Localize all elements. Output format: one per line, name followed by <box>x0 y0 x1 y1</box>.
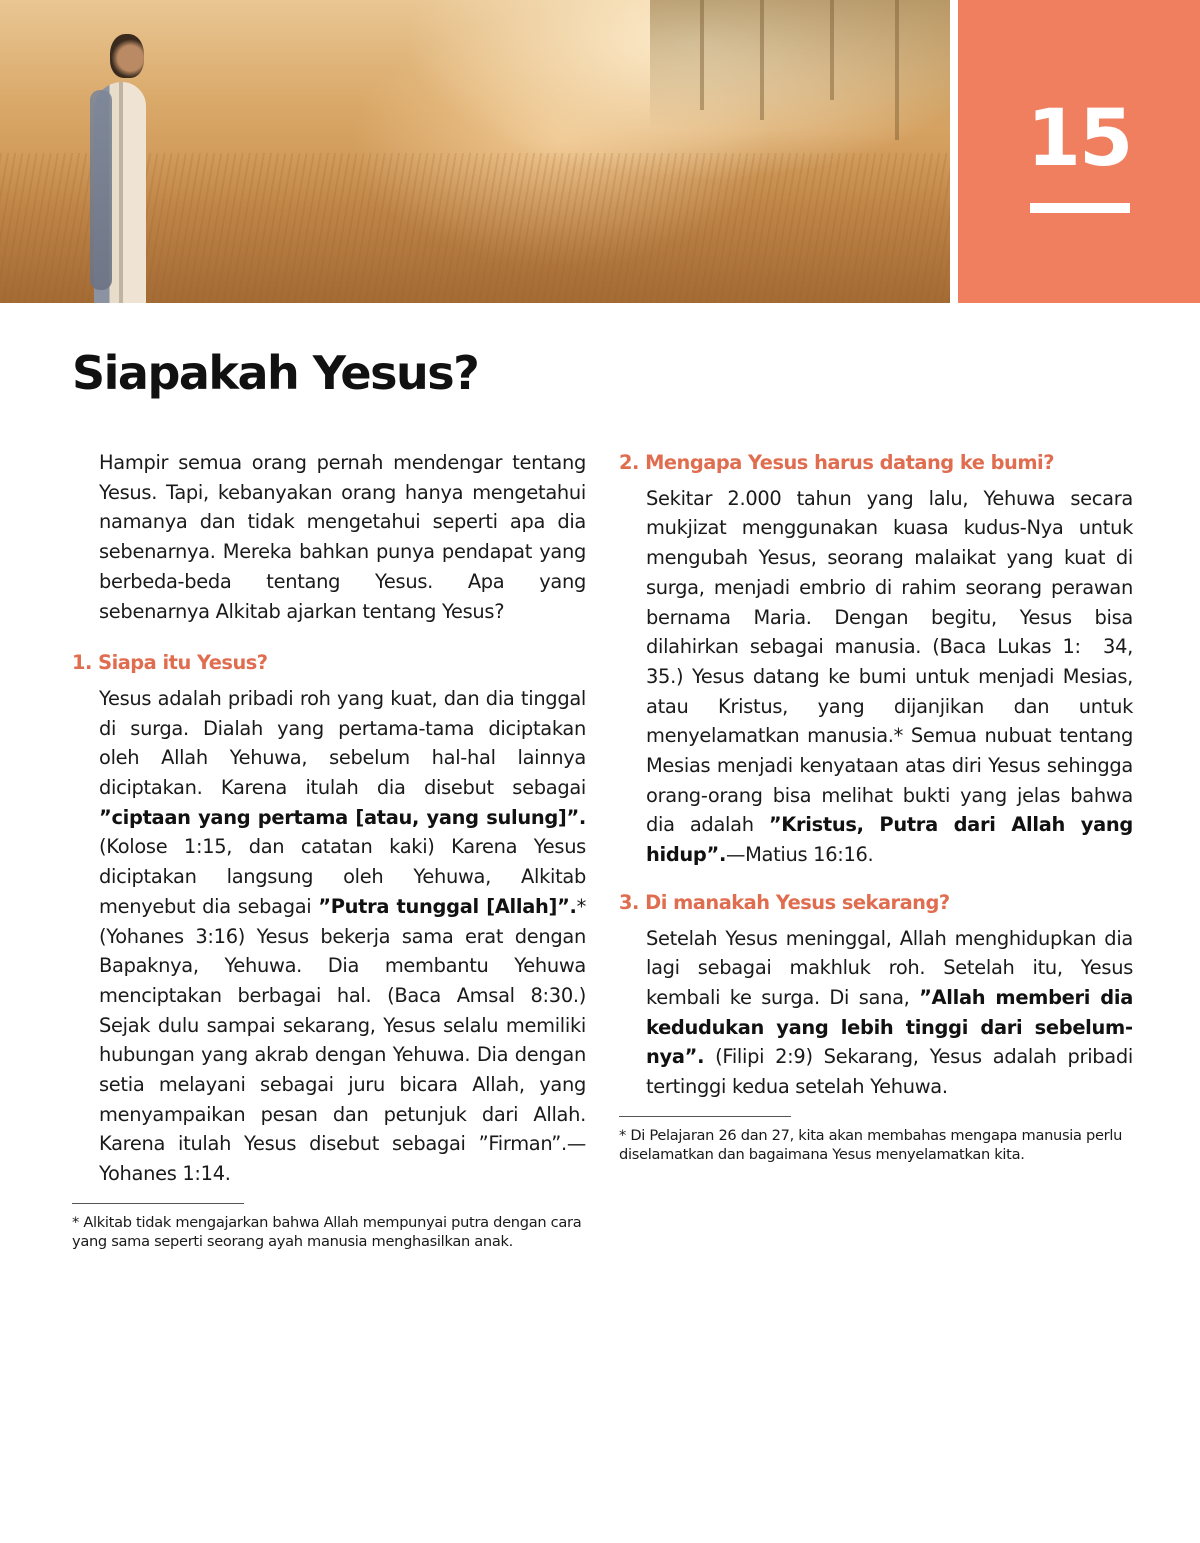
intro-paragraph: Hampir semua orang pernah mendengar tentang Yesus. Tapi, kebanyakan orang hanya mengetahui namanya dan tidak mengetahui seperti apa dia sebenarnya. Mereka bahkan punya pendapat yang berbeda-beda tentang Yesus. Apa yang sebenarnya Alkitab ajarkan tentang Yesus? <box>99 451 586 623</box>
trees-background <box>650 0 950 130</box>
quote-allah-memberi: ”Allah memberi dia kedudukan yang lebih tinggi dari sebelumnya”. <box>646 985 1133 1069</box>
footnote-1: * Alkitab tidak mengajarkan bahwa Allah mempunyai putra dengan cara yang sama seperti seorang ayah manusia menghasilkan anak. <box>72 1213 582 1251</box>
quote-ciptaan-pertama: ”ciptaan yang pertama [atau, yang sulung]”. <box>99 805 586 829</box>
right-column <box>619 448 1133 1165</box>
quote-kristus-putra: ”Kristus, Putra dari Allah yang hidup”. <box>646 813 1133 867</box>
head <box>110 34 144 78</box>
tree-trunk <box>830 0 834 100</box>
section-2-paragraph: Sekitar 2.000 tahun yang lalu, Yehuwa secara mukjizat menggunakan kuasa kudus-Nya untuk mengubah Yesus, seorang malaikat yang kuat di surga, menjadi embrio di rahim seorang perawan bernama Maria. Dengan begitu, Yesus bisa dilahirkan sebagai manusia. (Baca Lukas 1: 34, 35.) Yesus datang ke bumi untuk menjadi Mesias, atau Kristus, yang dijanjikan dan untuk menyelamatkan manusia.* Semua nubuat tentang Mesias menjadi kenyataan atas diri Yesus sehingga orang-orang bisa melihat bukti yang jelas bahwa dia adalah ”Kristus, Putra dari Allah yang hidup”.—Matius 16:16. <box>646 486 1133 867</box>
lesson-number-underline <box>1030 203 1130 213</box>
left-column <box>72 448 586 1252</box>
section-3-paragraph: Setelah Yesus meninggal, Allah menghidupkan dia lagi sebagai makhluk roh. Setelah itu, Yesus kembali ke surga. Di sana, ”Allah memberi dia kedudukan yang lebih tinggi dari sebelumnya”. (Filipi 2:9) Sekarang, Yesus adalah pribadi tertinggi kedua setelah Yehuwa. <box>646 926 1133 1099</box>
section-3-heading: 3. Di manakah Yesus sekarang? <box>619 890 950 914</box>
page-title: Siapakah Yesus? <box>72 346 479 400</box>
footnote-2: * Di Pelajaran 26 dan 27, kita akan membahas mengapa manusia perlu diselamatkan dan bagaimana Yesus menyelamatkan kita. <box>619 1126 1123 1164</box>
lesson-number-box <box>958 0 1200 303</box>
section-1-heading: 1. Siapa itu Yesus? <box>72 651 268 675</box>
footnote-divider <box>619 1116 791 1117</box>
walking-man-figure <box>80 30 155 303</box>
section-1-paragraph: Yesus adalah pribadi roh yang kuat, dan dia tinggal di surga. Dialah yang pertama-tama diciptakan oleh Allah Yehuwa, sebelum hal-hal lainnya diciptakan. Karena itulah dia disebut sebagai ”ciptaan yang pertama [atau, yang sulung]”. (Kolose 1:15, dan catatan kaki) Karena Yesus diciptakan langsung oleh Yehuwa, Alkitab menyebut dia sebagai ”Putra tunggal [Allah]”.* (Yohanes 3:16) Yesus bekerja sama erat dengan Bapaknya, Yehuwa. Dia membantu Yehuwa menciptakan berbagai hal. (Baca Amsal 8:30.) Sejak dulu sampai sekarang, Yesus selalu memiliki hubungan yang akrab dengan Yehuwa. Dia dengan setia melayani sebagai juru bicara Allah, yang menyampaikan pesan dan petunjuk dari Allah. Karena itulah Yesus disebut sebagai ”Firman”.—Yohanes 1:14. <box>99 686 586 1186</box>
tree-trunk <box>895 0 899 140</box>
quote-putra-tunggal: ”Putra tunggal [Allah]”. <box>318 894 577 918</box>
sash <box>90 90 112 290</box>
tree-trunk <box>760 0 764 120</box>
lesson-number: 15 <box>1026 94 1132 184</box>
footnote-divider <box>72 1203 244 1204</box>
tree-trunk <box>700 0 704 110</box>
section-2-heading: 2. Mengapa Yesus harus datang ke bumi? <box>619 451 1054 474</box>
header-photo <box>0 0 950 303</box>
